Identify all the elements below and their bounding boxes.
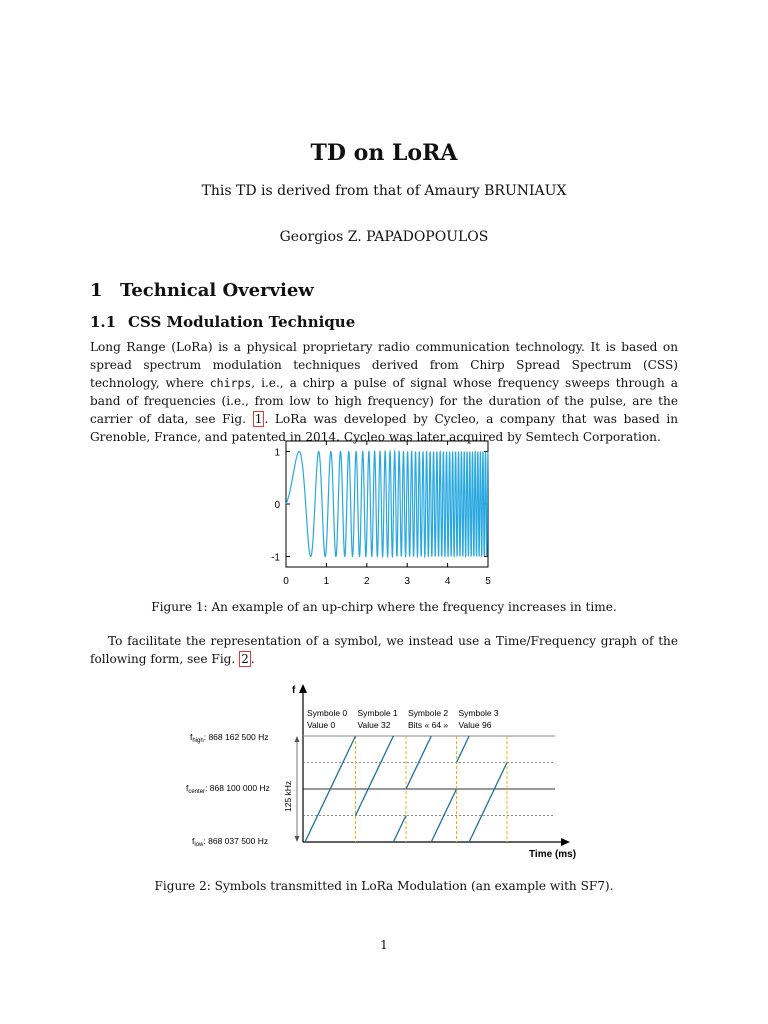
symbol-name: Symbole 3 <box>458 708 499 718</box>
x-tick-label: 0 <box>283 576 289 587</box>
symbol-headers <box>307 708 499 730</box>
subtitle: This TD is derived from that of Amaury BRUNIAUX <box>201 183 567 199</box>
bandwidth-arrow-top <box>295 736 300 742</box>
x-tick-label: 2 <box>364 576 370 587</box>
f-center-label: $f_{center}$: 868 100 000 Hz <box>186 783 270 795</box>
x-tick-label: 1 <box>323 576 330 587</box>
chirp-segment-wrapped <box>393 816 406 843</box>
symbol-value: Value 32 <box>357 720 391 730</box>
symbol-value: Value 96 <box>458 720 492 730</box>
subsection-number: 1.1 <box>90 313 117 331</box>
section-heading <box>90 280 314 301</box>
symbol-name: Symbole 0 <box>307 708 348 718</box>
f-low-label: $f_{low}$: 868 037 500 Hz <box>192 836 269 848</box>
symbol-name: Symbole 1 <box>357 708 398 718</box>
x-tick-label: 3 <box>404 576 410 587</box>
figure-link[interactable]: 2 <box>241 652 249 666</box>
bandwidth-label: 125 kHz <box>283 780 293 812</box>
page-number: 1 <box>380 938 388 952</box>
y-tick-label: 1 <box>274 447 280 459</box>
symbol-value: Bits « 64 » <box>408 720 449 730</box>
section-title: Technical Overview <box>120 280 314 301</box>
y-tick-label: -1 <box>271 552 280 564</box>
chirp-series-line <box>286 452 488 557</box>
author: Georgios Z. PAPADOPOULOS <box>279 229 489 245</box>
chirp-segment <box>356 736 394 816</box>
symbol-name: Symbole 2 <box>408 708 449 718</box>
time-axis-label: Time (ms) <box>529 849 577 860</box>
text: Long Range (LoRa) is a physical proprietary radio communication technology. It is based on spread spectrum modulation techniques derived from Chirp Spread Spectrum (CSS) technology, where <box>90 340 678 390</box>
figure1-caption: Figure 1: An example of an up-chirp where the frequency increases in time. <box>151 600 617 614</box>
time-axis-arrow <box>561 838 570 846</box>
code-term: chirps <box>209 376 252 390</box>
figure2-caption: Figure 2: Symbols transmitted in LoRa Modulation (an example with SF7). <box>154 879 614 893</box>
figure2-symbols-diagram <box>180 678 600 866</box>
f-axis-arrow <box>299 684 307 693</box>
text: To facilitate the representation of a symbol, we instead use a Time/Frequency graph of the following form, see Fig. <box>90 634 678 666</box>
x-tick-label: 5 <box>485 576 491 587</box>
symbol-value: Value 0 <box>307 720 336 730</box>
figure-link[interactable]: 1 <box>254 412 263 426</box>
text: . LoRa was developed by Cycleo, a company that was based in Grenoble, France, and patented in 2014. Cycleo was later acquired by Semtech Corporation. <box>90 412 679 444</box>
paragraph-time-frequency <box>90 632 678 668</box>
y-tick-label: 0 <box>274 500 280 511</box>
chirp-segment <box>457 736 470 763</box>
x-tick-label: 4 <box>444 576 451 587</box>
paragraph-lora-intro <box>90 338 678 446</box>
figure1-chirp-chart <box>260 435 510 595</box>
page-title: TD on LoRA <box>310 140 458 166</box>
subsection-heading <box>90 313 355 331</box>
f-axis-label: f <box>292 685 296 696</box>
section-number: 1 <box>90 280 103 301</box>
text: , i.e., a chirp a pulse of signal whose frequency sweeps through a band of frequencies (i.e., from low to high frequency) for the duration of the pulse, are the carrier of data, see Fig. <box>90 376 678 426</box>
text: . <box>250 652 255 666</box>
subsection-title: CSS Modulation Technique <box>128 313 356 331</box>
bandwidth-arrow-bottom <box>295 836 300 842</box>
chirp-segment-wrapped <box>469 763 507 843</box>
f-high-label: $f_{high}$: 868 162 500 Hz <box>190 732 269 744</box>
